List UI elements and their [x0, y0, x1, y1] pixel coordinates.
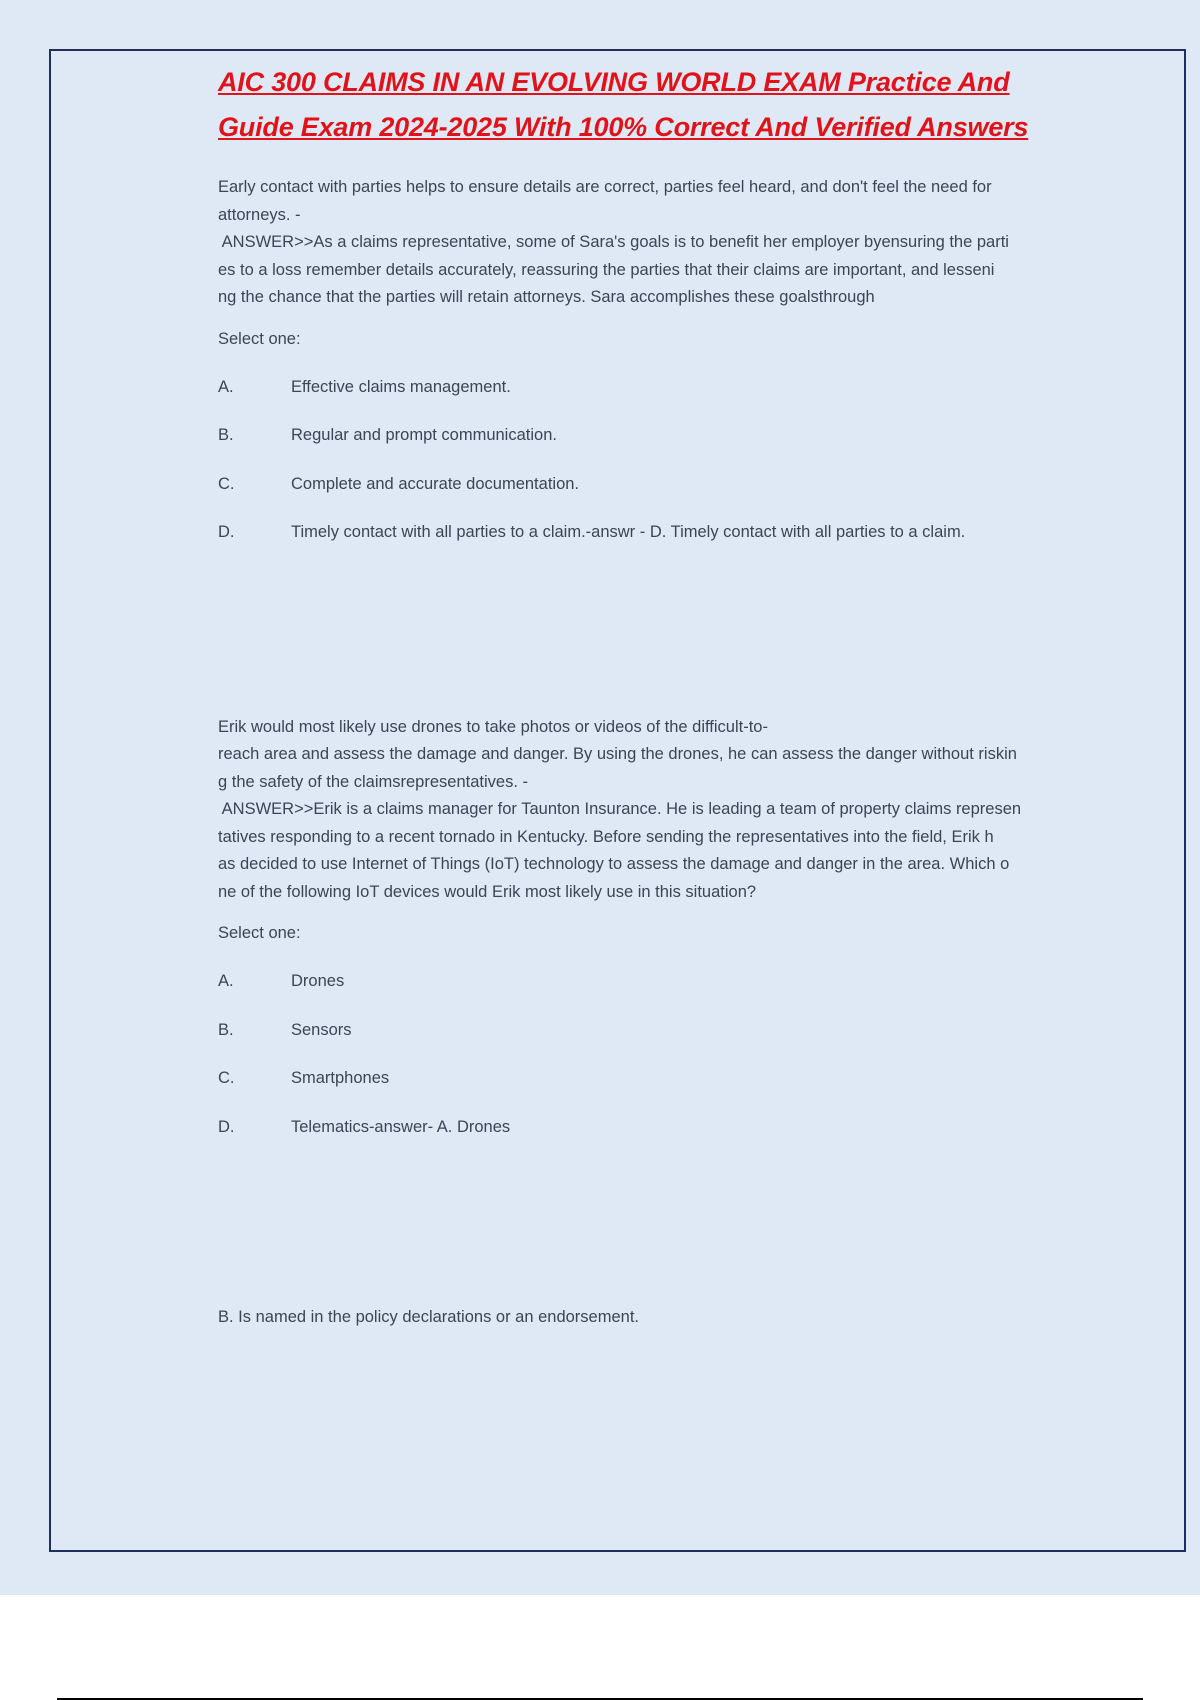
stem-line: attorneys. - [218, 205, 301, 224]
question-1 [218, 174, 1098, 572]
answer-option [218, 1021, 1098, 1070]
option-text: Smartphones [291, 1069, 390, 1087]
document-title [218, 60, 1098, 150]
answer-option [218, 426, 1098, 475]
answer-option [218, 475, 1098, 524]
option-letter: D. [218, 523, 235, 541]
option-letter: D. [218, 1117, 235, 1136]
select-one-label: Select one: [218, 924, 301, 942]
option-letter: A. [218, 972, 234, 990]
option-letter: C. [218, 1069, 235, 1087]
title-line: AIC 300 CLAIMS IN AN EVOLVING WORLD EXAM Practice And [218, 67, 1010, 97]
document-content [218, 60, 1098, 1327]
stem-line: ne of the following IoT devices would Erik most likely use in this situation? [218, 882, 757, 901]
answer-option [218, 1069, 1098, 1118]
answer-option [218, 972, 1098, 1021]
answer-option [218, 378, 1098, 427]
option-letter: A. [218, 377, 234, 396]
answer-options [218, 972, 1098, 1166]
trailing-answer-text: B. Is named in the policy declarations or an endorsement. [218, 1308, 639, 1326]
option-text: Complete and accurate documentation. [291, 474, 580, 493]
stem-line: es to a loss remember details accurately, reassuring the parties that their claims are important, and lesseni [218, 260, 995, 279]
option-text: Sensors [291, 1020, 352, 1039]
stem-line: ANSWER>>As a claims representative, some of Sara's goals is to benefit her employer byensuring the parti [218, 233, 1009, 251]
option-text: Telematics-answer- A. Drones [291, 1117, 511, 1136]
option-text: Drones [291, 972, 345, 990]
option-letter: B. [218, 1020, 234, 1039]
answer-options [218, 378, 1098, 572]
stem-line: tatives responding to a recent tornado in Kentucky. Before sending the representatives into the field, Erik h [218, 827, 994, 846]
option-letter: C. [218, 474, 235, 493]
stem-line: g the safety of the claimsrepresentatives. - [218, 772, 528, 791]
stem-line: ng the chance that the parties will retain attorneys. Sara accomplishes these goalsthrough [218, 288, 875, 306]
stem-line: Erik would most likely use drones to take photos or videos of the difficult-to- [218, 717, 768, 736]
option-text: Timely contact with all parties to a claim.-answr - D. Timely contact with all parties to a claim. [291, 523, 966, 541]
question-2 [218, 714, 1098, 1167]
select-one-label: Select one: [218, 329, 301, 348]
option-text: Regular and prompt communication. [291, 426, 557, 444]
stem-line: reach area and assess the damage and danger. By using the drones, he can assess the danger without riskin [218, 745, 1017, 763]
answer-option [218, 1118, 1098, 1167]
question-stem [218, 714, 1098, 907]
option-text: Effective claims management. [291, 377, 511, 396]
stem-line: as decided to use Internet of Things (IoT) technology to assess the damage and danger in the area. Which o [218, 855, 1010, 873]
option-letter: B. [218, 426, 234, 444]
title-line: Guide Exam 2024-2025 With 100% Correct And Verified Answers [218, 112, 1029, 142]
question-stem [218, 174, 1098, 312]
stem-line: Early contact with parties helps to ensure details are correct, parties feel heard, and don't feel the need for [218, 178, 992, 196]
answer-option [218, 523, 1098, 572]
stem-line: ANSWER>>Erik is a claims manager for Taunton Insurance. He is leading a team of property claims represen [218, 800, 1022, 818]
